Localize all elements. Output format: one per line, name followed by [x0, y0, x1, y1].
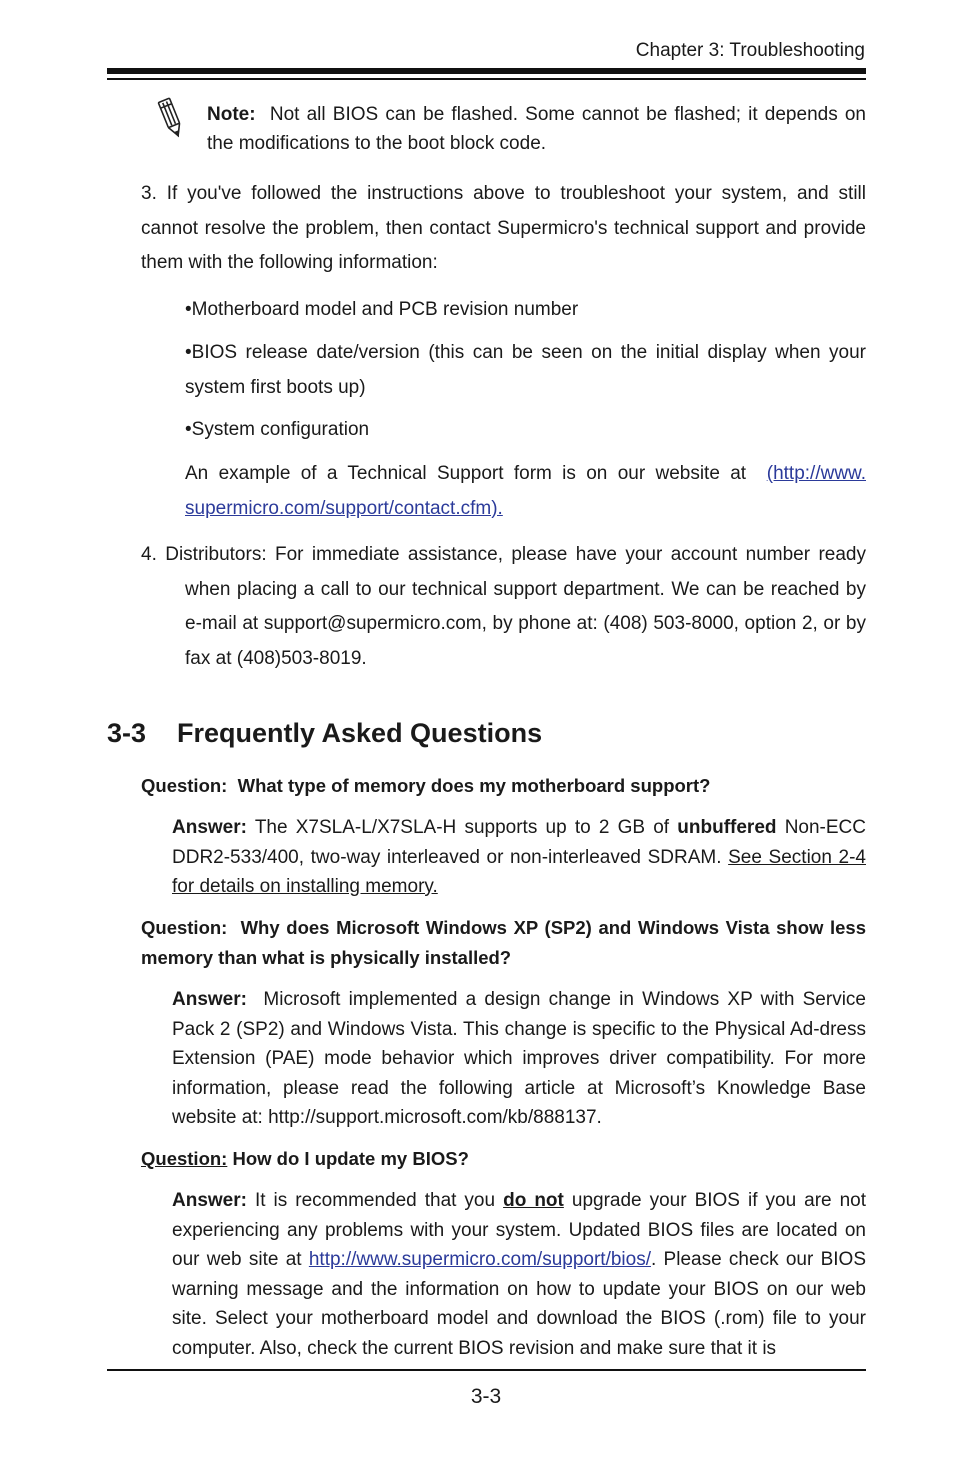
answer-text: . Please check our BIOS warning message and the information on how to update your BIOS on our web site. Select your motherboard model and download the BIOS (.rom) file to your computer. Also, check the current BIOS revision and make sure that it is: [172, 1249, 866, 1359]
question-text: Why does Microsoft Windows XP (SP2) and Windows Vista show less memory than what is physically installed?: [141, 917, 867, 968]
note-text: Not all BIOS can be flashed. Some cannot be flashed; it depends on the modifications to the boot block code.: [207, 104, 866, 154]
answer-emphasis: do not: [503, 1190, 564, 1211]
answer-text: It is recommended that you: [254, 1190, 496, 1211]
answer-memory: [172, 813, 866, 902]
step-4-first-line: 4. Distributors: For immediate assistance, please have your account number ready: [141, 544, 866, 565]
question-text: How do I update my BIOS?: [232, 1148, 469, 1169]
answer-update-bios: [172, 1186, 866, 1363]
support-form-paragraph: [185, 457, 866, 526]
answer-text: The X7SLA-L/X7SLA-H supports up to 2 GB of: [254, 817, 670, 838]
support-contact-link[interactable]: (http://www. supermicro.com/support/contact.cfm).: [185, 463, 866, 519]
answer-label: Answer:: [172, 1190, 247, 1211]
answer-label: Answer:: [172, 817, 247, 838]
bios-download-link[interactable]: http://www.supermicro.com/support/bios/: [308, 1249, 651, 1270]
support-form-text: An example of a Technical Support form is on our website at: [185, 463, 747, 484]
answer-text: Microsoft implemented a design change in Windows XP with Service Pack 2 (SP2) and Windows Vista. This change is specific to the Physical Ad-dress Extension (PAE) mode behavior which improves driver compatibility. For more information, please read the following article at Microsoft’s Knowledge Base website at: http://support.microsoft.com/kb/888137.: [172, 989, 866, 1128]
question-update-bios: [141, 1144, 866, 1174]
section-title: Frequently Asked Questions: [177, 718, 543, 748]
bullet-bios-release: •BIOS release date/version (this can be seen on the initial display when your system first boots up): [185, 342, 866, 398]
answer-text: upgrade your BIOS if you are not experiencing any problems with your system. Updated BIOS files are located on our web site at: [172, 1190, 867, 1270]
question-text: What type of memory does my motherboard support?: [237, 775, 711, 796]
step-4-rest: when placing a call to our technical support department. We can be reached by e-mail at support@supermicro.com, by phone at: (408) 503-8000, option 2, or by fax at (408)503-8019.: [185, 578, 866, 669]
answer-text: Non-ECC DDR2-533/400, two-way interleaved or non-interleaved SDRAM.: [172, 817, 866, 868]
question-memory: [141, 771, 866, 801]
answer-windows-memory: [172, 985, 866, 1133]
answer-label: Answer:: [172, 989, 247, 1010]
page-number: 3-3: [470, 1385, 502, 1408]
footer-rule: [107, 1369, 866, 1371]
question-label: Question:: [141, 1148, 228, 1169]
question-windows-memory: [141, 913, 866, 973]
section-heading: [107, 718, 542, 749]
step-3-paragraph: 3. If you've followed the instructions above to troubleshoot your system, and still cannot resolve the problem, then contact Supermicro's technical support and provide them with the following information:: [141, 183, 866, 273]
section-reference-link[interactable]: See Section 2-4 for details on installing memory.: [172, 846, 866, 897]
section-number: 3-3: [107, 718, 147, 748]
header-rule-thin: [107, 78, 866, 80]
header-rule-thick: [107, 68, 866, 74]
question-label: Question:: [141, 775, 228, 796]
step-4-paragraph: [141, 538, 866, 676]
note: [207, 100, 866, 158]
bullet-motherboard-model: •Motherboard model and PCB revision number: [185, 299, 579, 320]
chapter-header: Chapter 3: Troubleshooting: [635, 40, 865, 61]
answer-emphasis: unbuffered: [677, 817, 777, 838]
note-label: Note:: [207, 104, 256, 125]
bullet-system-configuration: •System configuration: [185, 419, 370, 440]
question-label: Question:: [141, 917, 228, 938]
pencil-icon: [155, 96, 187, 140]
